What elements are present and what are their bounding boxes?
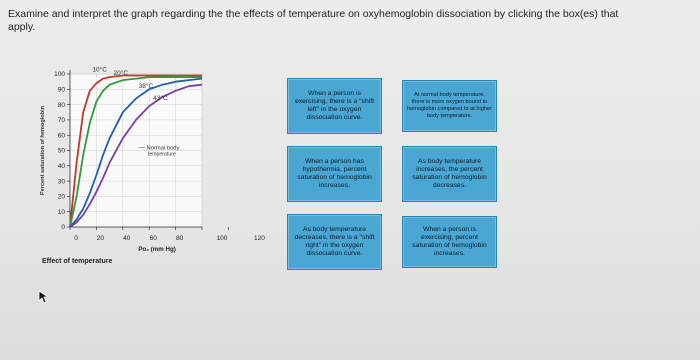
y-axis-label: Percent saturation of hemoglobin [40, 105, 46, 196]
y-tick-label: 0 [61, 224, 65, 232]
mouse-cursor-icon [38, 290, 50, 304]
y-tick-label: 10 [57, 208, 65, 216]
answer-box-temp-increases-decreases[interactable]: As body temperature increases, the percent saturation of hemoglobin decreases. [402, 146, 497, 202]
x-axis-label: Po₂ (mm Hg) [138, 246, 176, 253]
x-tick-label: 20 [96, 235, 105, 242]
y-tick-label: 80 [57, 101, 65, 109]
x-tick-label: 40 [123, 235, 131, 242]
y-tick-label: 30 [57, 178, 65, 186]
x-tick-label: 120 [253, 235, 265, 242]
y-tick-label: 90 [57, 86, 65, 94]
question-text: Examine and interpret the graph regarding the the effects of temperature on oxyhemoglobin dissociation by clicking the box(es) that apply. [8, 8, 619, 33]
dissociation-chart [12, 60, 282, 275]
oxyhemoglobin-graph [12, 60, 282, 275]
y-tick-label: 60 [57, 132, 65, 140]
x-tick-label: 0 [74, 235, 78, 242]
y-tick-label: 50 [57, 147, 65, 155]
answer-box-temp-decreases-shift-right[interactable]: As body temperature decreases, there is a "shift right" in the oxygen dissociation curve. [287, 214, 382, 270]
curve-label: 10°C [92, 66, 107, 74]
answer-box-exercise-saturation-increases[interactable]: When a person is exercising, percent saturation of hemoglobin increases. [402, 216, 497, 268]
normal-temp-label: Normal body [146, 145, 180, 152]
answer-box-normal-temp-more-bound[interactable]: At normal body temperature, there is more oxygen bound to hemoglobin compared to at higher body temperature. [402, 80, 497, 132]
y-tick-label: 70 [57, 117, 65, 125]
x-tick-label: 100 [216, 235, 228, 242]
y-tick-label: 20 [57, 193, 65, 201]
curve-label: 43°C [153, 95, 168, 103]
graph-caption: Effect of temperature [42, 258, 113, 265]
answer-box-hypothermia-increases[interactable]: When a person has hypothermia, percent saturation of hemoglobin increases. [287, 146, 382, 202]
y-tick-label: 100 [54, 71, 65, 79]
x-tick-label: 60 [149, 235, 157, 242]
normal-temp-label: temperature [147, 151, 176, 158]
y-tick-label: 40 [57, 163, 65, 170]
curve-label: 38°C [138, 82, 154, 90]
answer-box-exercise-shift-left[interactable]: When a person is exercising, there is a "shift left" in the oxygen dissociation curve. [287, 78, 382, 134]
x-tick-label: 80 [175, 235, 184, 242]
curve-label: 20°C [113, 70, 129, 78]
